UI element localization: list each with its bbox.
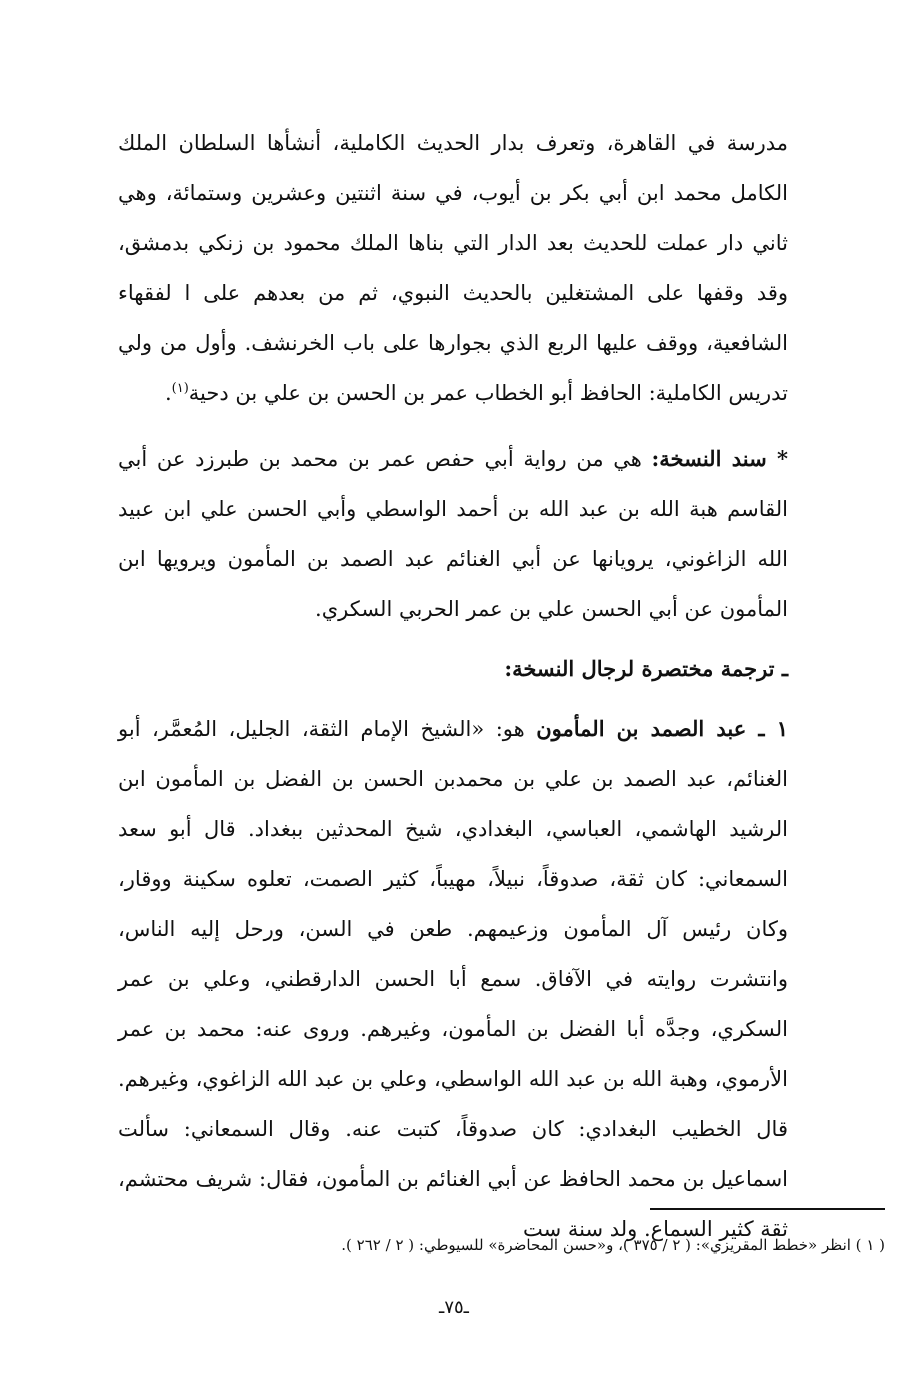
footnote: ( ١ ) انظر «خطط المقريزي»: ( ٢ / ٣٧٥ )، و«حسن المحاضرة» للسيوطي: ( ٢ / ٢٦٢ ). <box>341 1236 885 1254</box>
paragraph-madrasa <box>118 118 788 418</box>
paragraph-sanad <box>118 434 788 634</box>
section-heading: ـ ترجمة مختصرة لرجال النسخة: <box>504 656 788 681</box>
page-number: ـ٧٥ـ <box>439 1297 469 1318</box>
footnote-reference: (١) <box>171 381 189 396</box>
biography-heading: ١ ـ عبد الصمد بن المأمون <box>536 716 788 741</box>
paragraph-madrasa-text: مدرسة في القاهرة، وتعرف بدار الحديث الكاملية، أنشأها السلطان الملك الكامل محمد ابن أبي بكر بن أيوب، في سنة اثنتين وعشرين وستمائة، وهي ثاني دار عملت للحديث بعد الدار التي بناها الملك محمود بن زنكي بدمشق، وقد وقفها على المشتغلين بالحديث النبوي، ثم من بعدهم على ا لفقهاء الشافعية، ووقف عليها الربع الذي بجوارها على باب الخرنشف. وأول من ولي تدريس الكاملية: الحافظ أبو الخطاب عمر بن الحسن بن علي بن دحية <box>118 131 788 405</box>
main-text <box>118 118 788 1254</box>
sanad-text: هي من رواية أبي حفص عمر بن محمد بن طبرزد عن أبي القاسم هبة الله بن عبد الله بن أحمد الواسطي وأبي الحسن علي ابن عبيد الله الزاغوني، يرويانها عن أبي الغنائم عبد الصمد بن المأمون ويرويها ابن المأمون عن أبي الحسن علي بن عمر الحربي السكري. <box>118 447 788 621</box>
footnote-divider <box>650 1208 885 1210</box>
paragraph-biography <box>118 704 788 1254</box>
paragraph-madrasa-end: . <box>164 381 172 405</box>
biography-text: هو: «الشيخ الإمام الثقة، الجليل، المُعمَّر، أبو الغنائم، عبد الصمد بن علي بن محمدبن الحسن بن الفضل بن المأمون ابن الرشيد الهاشمي، العباسي، البغدادي، شيخ المحدثين ببغداد. قال أبو سعد السمعاني: كان ثقة، صدوقاً، نبيلاً، مهيباً، كثير الصمت، تعلوه سكينة ووقار، وكان رئيس آل المأمون وزعيمهم. طعن في السن، ورحل إليه الناس، وانتشرت روايته في الآفاق. سمع أبا الحسن الدارقطني، وعلي بن عمر السكري، وجدَّه أبا الفضل بن المأمون، وغيرهم. وروى عنه: محمد بن عمر الأرموي، وهبة الله بن عبد الله الواسطي، وعلي بن عبد الله الزاغوي، وغيرهم. قال الخطيب البغدادي: كان صدوقاً، كتبت عنه. وقال السمعاني: سألت اسماعيل بن محمد الحافظ عن أبي الغنائم بن المأمون، فقال: شريف محتشم، ثقة كثير السماع. ولد سنة ست <box>118 717 789 1241</box>
sanad-heading: * سند النسخة: <box>651 446 788 471</box>
